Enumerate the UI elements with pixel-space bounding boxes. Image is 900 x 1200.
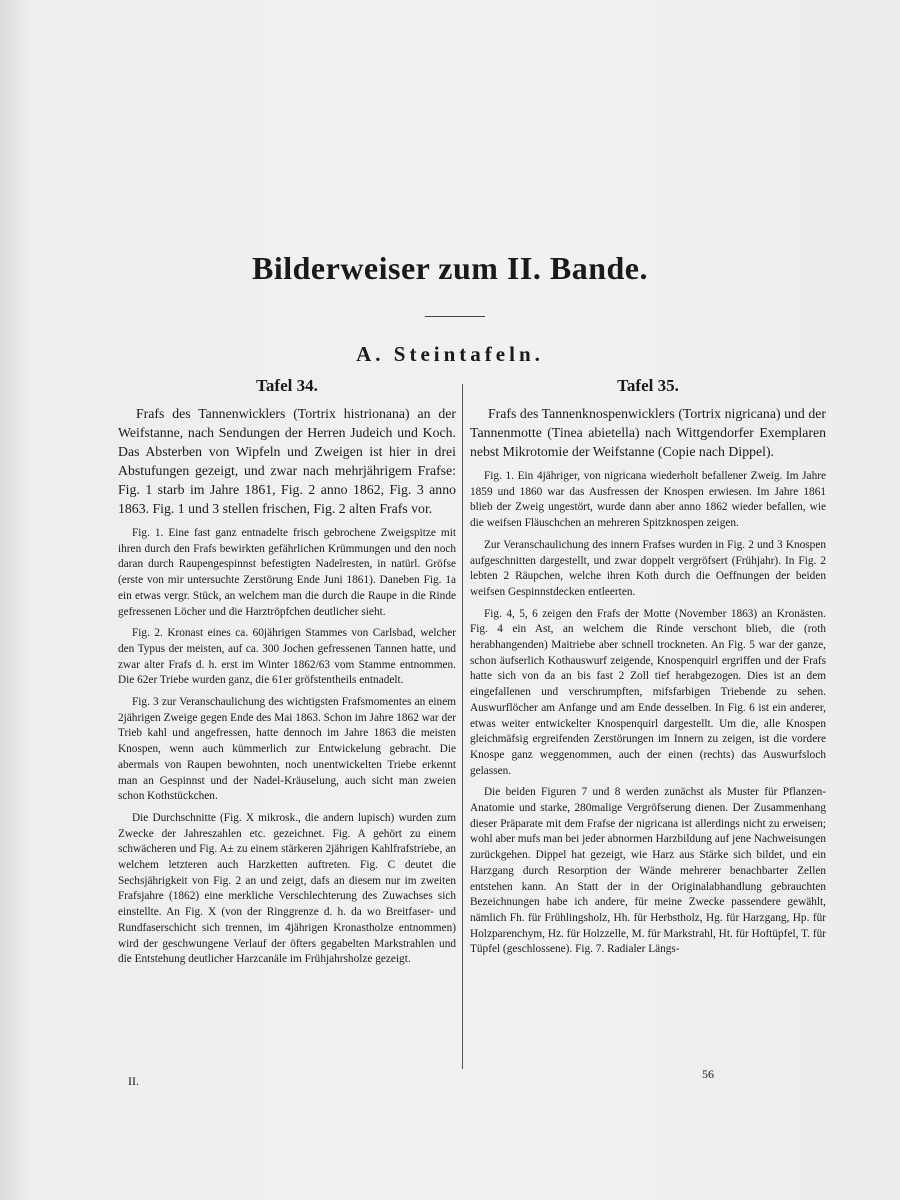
paragraph: Die Durchschnitte (Fig. X mikrosk., die andern lupisch) wurden zum Zwecke der Jahreszahlen etc. gezeichnet. Fig. A gehört zu einem schwächeren und Fig. A± zu einem stärkeren 2jährigen Kahlfrafstriebe, an welchem letzteren auch Harzketten auftreten. Fig. C deutet die Sechsjährigkeit von Fig. 2 an und zeigt, dafs an diesem nur im zweiten Frafsjahre (1862) eine merkliche Verschlechterung des Zuwachses sich einstellte. An Fig. X (von der Ringgrenze d. h. da wo Breitfaser- und Rundfaserschicht sich trennen, im 4jährigen Kronastholze entnommen) wird der geschwungene Verlauf der öfters gegabelten Markstrahlen und die Entstehung deutlicher Harzcanäle im Frühjahrsholze gezeigt. <box>118 811 456 966</box>
sheet-signature: II. <box>128 1074 139 1088</box>
paragraph: Zur Veranschaulichung des innern Frafses wurden in Fig. 2 und 3 Knospen aufgeschnitten dargestellt, und zwar doppelt vergröfsert (Frühjahr). In Fig. 2 lebten 2 Räupchen, welche ihren Koth durch die Oeffnungen der beiden weifsen Gespinnstdecken entleerten. <box>470 538 826 598</box>
page-title: Bilderweiser zum II. Bande. <box>251 250 648 286</box>
paragraph: Fig. 1. Eine fast ganz entnadelte frisch gebrochene Zweigspitze mit ihren durch den Frafs bewirkten gefährlichen Krümmungen und den noch daran durch Raupengespinnst befestigten Nadelresten, in natürl. Gröfse (erste von mir untersuchte Zerstörung Ende Juni 1861). Daneben Fig. 1a ein etwas vergr. Stück, an welchem man die durch die Raupe in die Rinde gefressenen Löcher und die Harztröpfchen deutlicher sieht. <box>118 527 456 618</box>
plate-intro-right: Frafs des Tannenknospenwicklers (Tortrix nigricana) und der Tannenmotte (Tinea abietella) nach Wittgendorfer Exemplaren nebst Mikrotomie der Weifstanne (Copie nach Dippel). <box>470 406 826 459</box>
paragraph: Fig. 4, 5, 6 zeigen den Frafs der Motte (November 1863) an Kronästen. Fig. 4 ein Ast, an welchem die Rinde verschont blieb, die (roth herabhangenden) Maitriebe aber schnell trockneten. An Fig. 5 war der ganze, schon äufserlich Kothauswurf zeigende, Knospenquirl ergriffen und der Frafs hatte sich von da an bis fast 2 Zoll tief herabgezogen. Dies ist an dem eingefallenen und verschrumpften, mifsfarbigen Triebende zu sehen. Auswurflöcher am Anfange und am Ende desselben. In Fig. 6 ist ein anderer, etwas weiter entwickelter Knospenquirl dargestellt. Um die, alle Knospen gleichmäfsig ergreifenden Zerstörungen im Innern zu zeigen, ist die vordere Knospe ganz weggenommen, auch der einen (rechts) das Auswurfsloch gelassen. <box>470 607 826 777</box>
left-column <box>118 376 456 974</box>
title-divider <box>425 316 485 317</box>
right-column <box>470 376 826 964</box>
section-heading: A. Steintafeln. <box>356 342 544 366</box>
paragraph: Die beiden Figuren 7 und 8 werden zunächst als Muster für Pflanzen-Anatomie und starke, 280malige Vergröfserung dienen. Der Zusammenhang dieser Präparate mit dem Frafse der nigricana ist allerdings nicht zu erweisen; wohl aber mufs man bei jeder abnormen Harzbildung auf jene Nachweisungen zurückgehen. Dippel hat gezeigt, wie Harz aus Stärke sich bildet, und ein Harzgang durch Resorption der Wände mehrerer benachbarter Zellen entstehen kann. An Statt der in der Originalabhandlung gebrauchten Bezeichnungen habe ich andere, für meine Zwecke passendere gewählt, nämlich Fh. für Frühlingsholz, Hh. für Herbstholz, Hg. für Harzgang, Hp. für Holzparenchym, Hz. für Holzzelle, M. für Markstrahl, Ht. für Hoftüpfel, T. für Tüpfel (geschlossene). Fig. 7. Radialer Längs- <box>470 786 826 956</box>
plate-heading-left: Tafel 34. <box>256 376 318 395</box>
plate-intro-left: Frafs des Tannenwicklers (Tortrix histrionana) an der Weifstanne, nach Sendungen der Herren Judeich und Koch. Das Absterben von Wipfeln und Zweigen ist hier in drei Abstufungen gezeigt, und zwar nach mehrjährigem Frafse: Fig. 1 starb im Jahre 1861, Fig. 2 anno 1862, Fig. 3 anno 1863. Fig. 1 und 3 stellen frischen, Fig. 2 alten Frafs vor. <box>118 406 456 516</box>
paragraph: Fig. 2. Kronast eines ca. 60jährigen Stammes von Carlsbad, welcher den Typus der meisten, auf ca. 300 Jochen gefressenen Tannen hatte, und zwar alter Frafs d. h. erst im Winter 1862/63 vom Stamme entnommen. Die 62er Triebe wurden ganz, die 61er gröfstentheils entnadelt. <box>118 627 456 687</box>
paragraph: Fig. 3 zur Veranschaulichung des wichtigsten Frafsmomentes an einem 2jährigen Zweige gegen Ende des Mai 1863. Schon im Jahre 1862 war der Trieb kahl und angefressen, hatte dennoch im Jahre 1863 die meisten Knospen, wenn auch kümmerlich zur Entwickelung gebracht. Die abermals von Raupen bewohnten, noch unentwickelten Triebe erkennt man an Gespinnst und der Nadel-Kräuselung, auch sicht man zweien schon Kothstückchen. <box>118 696 456 803</box>
page-number: 56 <box>702 1067 714 1081</box>
column-divider <box>462 384 463 1069</box>
paragraph: Fig. 1. Ein 4jähriger, von nigricana wiederholt befallener Zweig. Im Jahre 1859 und 1860 war das Ausfressen der Knospen erwiesen. Im Jahre 1861 blieb der Zweig ungestört, wurde dann aber anno 1862 wieder befallen, wie die weifsen Fläuschchen an mehreren Spitzknospen zeigen. <box>470 470 826 530</box>
plate-heading-right: Tafel 35. <box>617 376 679 395</box>
